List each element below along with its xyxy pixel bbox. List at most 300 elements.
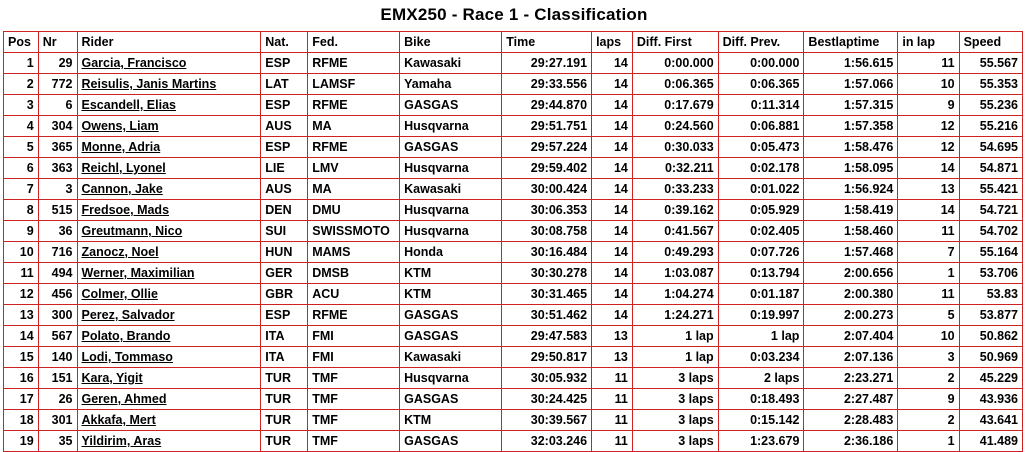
cell-nat: AUS bbox=[261, 116, 308, 137]
cell-speed: 53.706 bbox=[959, 263, 1022, 284]
cell-nat: LAT bbox=[261, 74, 308, 95]
cell-inlap: 2 bbox=[898, 410, 959, 431]
cell-fed: DMSB bbox=[308, 263, 400, 284]
rider-name-link[interactable]: Kara, Yigit bbox=[81, 371, 143, 385]
cell-nr: 304 bbox=[38, 116, 77, 137]
cell-nr: 29 bbox=[38, 53, 77, 74]
cell-dprev: 0:05.929 bbox=[718, 200, 804, 221]
rider-name-link[interactable]: Greutmann, Nico bbox=[81, 224, 183, 238]
cell-inlap: 1 bbox=[898, 431, 959, 452]
column-header-speed[interactable]: Speed bbox=[959, 32, 1022, 53]
cell-dfirst: 3 laps bbox=[632, 368, 718, 389]
cell-dprev: 0:07.726 bbox=[718, 242, 804, 263]
cell-fed: RFME bbox=[308, 53, 400, 74]
cell-speed: 43.641 bbox=[959, 410, 1022, 431]
cell-time: 30:30.278 bbox=[502, 263, 592, 284]
cell-dprev: 0:15.142 bbox=[718, 410, 804, 431]
cell-dfirst: 3 laps bbox=[632, 431, 718, 452]
rider-name-link[interactable]: Werner, Maximilian bbox=[81, 266, 195, 280]
cell-nr: 36 bbox=[38, 221, 77, 242]
cell-bike: GASGAS bbox=[400, 326, 502, 347]
cell-pos: 5 bbox=[4, 137, 39, 158]
cell-best: 2:23.271 bbox=[804, 368, 898, 389]
rider-name-link[interactable]: Reichl, Lyonel bbox=[81, 161, 166, 175]
cell-best: 1:58.419 bbox=[804, 200, 898, 221]
cell-fed: TMF bbox=[308, 368, 400, 389]
cell-bike: Husqvarna bbox=[400, 158, 502, 179]
cell-best: 2:28.483 bbox=[804, 410, 898, 431]
cell-inlap: 7 bbox=[898, 242, 959, 263]
cell-rider[interactable] bbox=[77, 53, 261, 74]
cell-nr: 494 bbox=[38, 263, 77, 284]
cell-laps: 14 bbox=[592, 200, 633, 221]
rider-name-link[interactable]: Lodi, Tommaso bbox=[81, 350, 173, 364]
cell-dfirst: 0:49.293 bbox=[632, 242, 718, 263]
cell-dprev: 0:11.314 bbox=[718, 95, 804, 116]
cell-pos: 14 bbox=[4, 326, 39, 347]
results-table bbox=[3, 31, 1023, 452]
cell-dprev: 1:23.679 bbox=[718, 431, 804, 452]
cell-dprev: 0:02.405 bbox=[718, 221, 804, 242]
cell-pos: 8 bbox=[4, 200, 39, 221]
cell-dfirst: 0:00.000 bbox=[632, 53, 718, 74]
cell-dprev: 0:02.178 bbox=[718, 158, 804, 179]
cell-dprev: 0:05.473 bbox=[718, 137, 804, 158]
table-header-row bbox=[4, 32, 1023, 53]
rider-name-link[interactable]: Monne, Adria bbox=[81, 140, 161, 154]
cell-inlap: 11 bbox=[898, 221, 959, 242]
cell-bike: Husqvarna bbox=[400, 200, 502, 221]
cell-dprev: 0:06.881 bbox=[718, 116, 804, 137]
cell-nat: GER bbox=[261, 263, 308, 284]
cell-nat: DEN bbox=[261, 200, 308, 221]
cell-nr: 301 bbox=[38, 410, 77, 431]
cell-pos: 3 bbox=[4, 95, 39, 116]
cell-nat: ESP bbox=[261, 137, 308, 158]
column-header-fed[interactable]: Fed. bbox=[308, 32, 400, 53]
cell-speed: 43.936 bbox=[959, 389, 1022, 410]
column-header-bike[interactable]: Bike bbox=[400, 32, 502, 53]
cell-speed: 55.216 bbox=[959, 116, 1022, 137]
cell-bike: GASGAS bbox=[400, 389, 502, 410]
column-header-rider[interactable]: Rider bbox=[77, 32, 261, 53]
cell-laps: 14 bbox=[592, 74, 633, 95]
table-row bbox=[4, 284, 1023, 305]
table-row bbox=[4, 431, 1023, 452]
cell-rider[interactable] bbox=[77, 263, 261, 284]
cell-time: 29:27.191 bbox=[502, 53, 592, 74]
cell-pos: 9 bbox=[4, 221, 39, 242]
cell-bike: Husqvarna bbox=[400, 368, 502, 389]
cell-best: 1:58.460 bbox=[804, 221, 898, 242]
rider-name-link[interactable]: Cannon, Jake bbox=[81, 182, 163, 196]
cell-best: 2:36.186 bbox=[804, 431, 898, 452]
cell-nr: 567 bbox=[38, 326, 77, 347]
cell-time: 29:57.224 bbox=[502, 137, 592, 158]
cell-pos: 19 bbox=[4, 431, 39, 452]
rider-name-link[interactable]: Geren, Ahmed bbox=[81, 392, 167, 406]
cell-laps: 14 bbox=[592, 221, 633, 242]
cell-rider[interactable] bbox=[77, 305, 261, 326]
cell-time: 30:08.758 bbox=[502, 221, 592, 242]
cell-best: 1:57.468 bbox=[804, 242, 898, 263]
cell-nat: ESP bbox=[261, 305, 308, 326]
table-row bbox=[4, 116, 1023, 137]
cell-pos: 15 bbox=[4, 347, 39, 368]
cell-nr: 140 bbox=[38, 347, 77, 368]
cell-rider[interactable] bbox=[77, 158, 261, 179]
cell-pos: 1 bbox=[4, 53, 39, 74]
cell-best: 1:57.358 bbox=[804, 116, 898, 137]
cell-rider[interactable] bbox=[77, 179, 261, 200]
cell-best: 2:00.273 bbox=[804, 305, 898, 326]
cell-bike: KTM bbox=[400, 410, 502, 431]
cell-inlap: 14 bbox=[898, 158, 959, 179]
cell-nat: ESP bbox=[261, 95, 308, 116]
cell-pos: 13 bbox=[4, 305, 39, 326]
cell-bike: KTM bbox=[400, 263, 502, 284]
cell-nr: 3 bbox=[38, 179, 77, 200]
cell-time: 30:39.567 bbox=[502, 410, 592, 431]
cell-inlap: 5 bbox=[898, 305, 959, 326]
cell-inlap: 11 bbox=[898, 53, 959, 74]
column-header-laps[interactable]: laps bbox=[592, 32, 633, 53]
cell-pos: 11 bbox=[4, 263, 39, 284]
rider-name-link[interactable]: Colmer, Ollie bbox=[81, 287, 158, 301]
cell-nat: TUR bbox=[261, 368, 308, 389]
table-row bbox=[4, 74, 1023, 95]
cell-dprev: 0:19.997 bbox=[718, 305, 804, 326]
cell-time: 29:44.870 bbox=[502, 95, 592, 116]
page-title: EMX250 - Race 1 - Classification bbox=[380, 5, 648, 24]
cell-rider[interactable] bbox=[77, 389, 261, 410]
cell-time: 30:51.462 bbox=[502, 305, 592, 326]
cell-time: 32:03.246 bbox=[502, 431, 592, 452]
cell-dprev: 0:01.022 bbox=[718, 179, 804, 200]
cell-laps: 14 bbox=[592, 137, 633, 158]
cell-fed: LAMSF bbox=[308, 74, 400, 95]
cell-rider[interactable] bbox=[77, 74, 261, 95]
cell-dprev: 0:13.794 bbox=[718, 263, 804, 284]
cell-pos: 18 bbox=[4, 410, 39, 431]
cell-pos: 7 bbox=[4, 179, 39, 200]
table-row bbox=[4, 242, 1023, 263]
cell-dfirst: 0:41.567 bbox=[632, 221, 718, 242]
cell-inlap: 12 bbox=[898, 137, 959, 158]
cell-bike: KTM bbox=[400, 284, 502, 305]
rider-name-link[interactable]: Polato, Brando bbox=[81, 329, 171, 343]
cell-laps: 14 bbox=[592, 305, 633, 326]
cell-dfirst: 0:32.211 bbox=[632, 158, 718, 179]
table-row bbox=[4, 347, 1023, 368]
cell-inlap: 9 bbox=[898, 95, 959, 116]
column-header-dfirst[interactable]: Diff. First bbox=[632, 32, 718, 53]
table-row bbox=[4, 326, 1023, 347]
cell-fed: MA bbox=[308, 116, 400, 137]
cell-dfirst: 1:24.271 bbox=[632, 305, 718, 326]
cell-fed: SWISSMOTO bbox=[308, 221, 400, 242]
cell-speed: 54.721 bbox=[959, 200, 1022, 221]
cell-laps: 14 bbox=[592, 53, 633, 74]
cell-speed: 41.489 bbox=[959, 431, 1022, 452]
cell-dprev: 1 lap bbox=[718, 326, 804, 347]
cell-pos: 17 bbox=[4, 389, 39, 410]
cell-pos: 10 bbox=[4, 242, 39, 263]
cell-rider[interactable] bbox=[77, 410, 261, 431]
cell-nat: AUS bbox=[261, 179, 308, 200]
cell-bike: GASGAS bbox=[400, 431, 502, 452]
cell-nr: 363 bbox=[38, 158, 77, 179]
cell-rider[interactable] bbox=[77, 137, 261, 158]
cell-laps: 11 bbox=[592, 410, 633, 431]
cell-speed: 45.229 bbox=[959, 368, 1022, 389]
cell-laps: 11 bbox=[592, 389, 633, 410]
cell-inlap: 10 bbox=[898, 326, 959, 347]
cell-pos: 16 bbox=[4, 368, 39, 389]
cell-speed: 55.164 bbox=[959, 242, 1022, 263]
cell-best: 1:58.095 bbox=[804, 158, 898, 179]
cell-nat: ITA bbox=[261, 347, 308, 368]
cell-best: 2:27.487 bbox=[804, 389, 898, 410]
cell-dfirst: 3 laps bbox=[632, 410, 718, 431]
table-row bbox=[4, 95, 1023, 116]
cell-time: 29:51.751 bbox=[502, 116, 592, 137]
table-row bbox=[4, 221, 1023, 242]
cell-dfirst: 0:30.033 bbox=[632, 137, 718, 158]
cell-inlap: 3 bbox=[898, 347, 959, 368]
cell-speed: 55.236 bbox=[959, 95, 1022, 116]
cell-speed: 55.567 bbox=[959, 53, 1022, 74]
table-row bbox=[4, 179, 1023, 200]
cell-nat: LIE bbox=[261, 158, 308, 179]
cell-laps: 14 bbox=[592, 284, 633, 305]
column-header-nat[interactable]: Nat. bbox=[261, 32, 308, 53]
cell-bike: Kawasaki bbox=[400, 179, 502, 200]
cell-dfirst: 0:24.560 bbox=[632, 116, 718, 137]
cell-fed: RFME bbox=[308, 137, 400, 158]
column-header-time[interactable]: Time bbox=[502, 32, 592, 53]
table-row bbox=[4, 368, 1023, 389]
cell-speed: 54.695 bbox=[959, 137, 1022, 158]
cell-nr: 35 bbox=[38, 431, 77, 452]
table-row bbox=[4, 389, 1023, 410]
cell-bike: Kawasaki bbox=[400, 347, 502, 368]
cell-fed: TMF bbox=[308, 389, 400, 410]
cell-time: 29:59.402 bbox=[502, 158, 592, 179]
cell-time: 30:00.424 bbox=[502, 179, 592, 200]
cell-dprev: 0:00.000 bbox=[718, 53, 804, 74]
table-row bbox=[4, 263, 1023, 284]
cell-speed: 54.702 bbox=[959, 221, 1022, 242]
cell-rider[interactable] bbox=[77, 200, 261, 221]
cell-fed: MA bbox=[308, 179, 400, 200]
table-row bbox=[4, 53, 1023, 74]
cell-dfirst: 1:04.274 bbox=[632, 284, 718, 305]
cell-rider[interactable] bbox=[77, 368, 261, 389]
cell-fed: LMV bbox=[308, 158, 400, 179]
cell-inlap: 2 bbox=[898, 368, 959, 389]
cell-best: 1:56.615 bbox=[804, 53, 898, 74]
cell-inlap: 9 bbox=[898, 389, 959, 410]
cell-bike: Kawasaki bbox=[400, 53, 502, 74]
cell-rider[interactable] bbox=[77, 116, 261, 137]
cell-nr: 300 bbox=[38, 305, 77, 326]
cell-rider[interactable] bbox=[77, 326, 261, 347]
cell-fed: RFME bbox=[308, 305, 400, 326]
cell-nr: 772 bbox=[38, 74, 77, 95]
cell-time: 30:24.425 bbox=[502, 389, 592, 410]
cell-time: 29:50.817 bbox=[502, 347, 592, 368]
rider-name-link[interactable]: Escandell, Elias bbox=[81, 98, 176, 112]
cell-fed: FMI bbox=[308, 347, 400, 368]
cell-best: 1:57.066 bbox=[804, 74, 898, 95]
table-row bbox=[4, 410, 1023, 431]
cell-dprev: 0:01.187 bbox=[718, 284, 804, 305]
cell-laps: 13 bbox=[592, 347, 633, 368]
cell-bike: Husqvarna bbox=[400, 221, 502, 242]
cell-laps: 14 bbox=[592, 242, 633, 263]
cell-inlap: 14 bbox=[898, 200, 959, 221]
cell-fed: RFME bbox=[308, 95, 400, 116]
cell-nr: 26 bbox=[38, 389, 77, 410]
cell-nat: SUI bbox=[261, 221, 308, 242]
cell-speed: 50.862 bbox=[959, 326, 1022, 347]
cell-nr: 365 bbox=[38, 137, 77, 158]
rider-name-link[interactable]: Zanocz, Noel bbox=[81, 245, 159, 259]
cell-inlap: 11 bbox=[898, 284, 959, 305]
cell-nat: ITA bbox=[261, 326, 308, 347]
cell-laps: 11 bbox=[592, 368, 633, 389]
cell-laps: 13 bbox=[592, 326, 633, 347]
cell-nat: TUR bbox=[261, 389, 308, 410]
cell-dprev: 0:06.365 bbox=[718, 74, 804, 95]
cell-speed: 55.353 bbox=[959, 74, 1022, 95]
cell-dprev: 0:03.234 bbox=[718, 347, 804, 368]
cell-laps: 14 bbox=[592, 95, 633, 116]
cell-speed: 53.83 bbox=[959, 284, 1022, 305]
cell-time: 30:06.353 bbox=[502, 200, 592, 221]
cell-pos: 2 bbox=[4, 74, 39, 95]
cell-fed: FMI bbox=[308, 326, 400, 347]
cell-dfirst: 0:06.365 bbox=[632, 74, 718, 95]
cell-dprev: 0:18.493 bbox=[718, 389, 804, 410]
cell-nat: HUN bbox=[261, 242, 308, 263]
cell-fed: ACU bbox=[308, 284, 400, 305]
cell-bike: Yamaha bbox=[400, 74, 502, 95]
cell-rider[interactable] bbox=[77, 221, 261, 242]
cell-speed: 54.871 bbox=[959, 158, 1022, 179]
cell-dfirst: 1 lap bbox=[632, 326, 718, 347]
cell-inlap: 12 bbox=[898, 116, 959, 137]
cell-time: 30:05.932 bbox=[502, 368, 592, 389]
table-row bbox=[4, 158, 1023, 179]
table-row bbox=[4, 137, 1023, 158]
cell-bike: GASGAS bbox=[400, 305, 502, 326]
cell-bike: GASGAS bbox=[400, 137, 502, 158]
cell-bike: Husqvarna bbox=[400, 116, 502, 137]
cell-laps: 14 bbox=[592, 179, 633, 200]
cell-nat: GBR bbox=[261, 284, 308, 305]
table-row bbox=[4, 200, 1023, 221]
cell-best: 2:00.656 bbox=[804, 263, 898, 284]
cell-best: 1:58.476 bbox=[804, 137, 898, 158]
column-header-nr[interactable]: Nr bbox=[38, 32, 77, 53]
cell-laps: 14 bbox=[592, 116, 633, 137]
cell-inlap: 13 bbox=[898, 179, 959, 200]
cell-nr: 515 bbox=[38, 200, 77, 221]
cell-bike: Honda bbox=[400, 242, 502, 263]
cell-time: 30:16.484 bbox=[502, 242, 592, 263]
cell-rider[interactable] bbox=[77, 284, 261, 305]
cell-inlap: 1 bbox=[898, 263, 959, 284]
cell-time: 29:33.556 bbox=[502, 74, 592, 95]
rider-name-link[interactable]: Garcia, Francisco bbox=[81, 56, 187, 70]
rider-name-link[interactable]: Reisulis, Janis Martins bbox=[81, 77, 217, 91]
cell-time: 30:31.465 bbox=[502, 284, 592, 305]
cell-nr: 151 bbox=[38, 368, 77, 389]
cell-time: 29:47.583 bbox=[502, 326, 592, 347]
cell-dfirst: 0:33.233 bbox=[632, 179, 718, 200]
cell-fed: TMF bbox=[308, 410, 400, 431]
cell-dfirst: 0:39.162 bbox=[632, 200, 718, 221]
cell-nr: 456 bbox=[38, 284, 77, 305]
cell-fed: TMF bbox=[308, 431, 400, 452]
cell-laps: 11 bbox=[592, 431, 633, 452]
cell-nat: ESP bbox=[261, 53, 308, 74]
cell-best: 1:56.924 bbox=[804, 179, 898, 200]
cell-nat: TUR bbox=[261, 431, 308, 452]
cell-rider[interactable] bbox=[77, 95, 261, 116]
table-row bbox=[4, 305, 1023, 326]
column-header-inlap[interactable]: in lap bbox=[898, 32, 959, 53]
cell-bike: GASGAS bbox=[400, 95, 502, 116]
rider-name-link[interactable]: Yildirim, Aras bbox=[81, 434, 162, 448]
cell-dfirst: 0:17.679 bbox=[632, 95, 718, 116]
cell-speed: 50.969 bbox=[959, 347, 1022, 368]
cell-pos: 6 bbox=[4, 158, 39, 179]
cell-speed: 55.421 bbox=[959, 179, 1022, 200]
cell-rider[interactable] bbox=[77, 242, 261, 263]
cell-fed: DMU bbox=[308, 200, 400, 221]
rider-name-link[interactable]: Owens, Liam bbox=[81, 119, 159, 133]
cell-laps: 14 bbox=[592, 263, 633, 284]
rider-name-link[interactable]: Fredsoe, Mads bbox=[81, 203, 170, 217]
cell-laps: 14 bbox=[592, 158, 633, 179]
cell-dfirst: 3 laps bbox=[632, 389, 718, 410]
cell-best: 2:00.380 bbox=[804, 284, 898, 305]
cell-nat: TUR bbox=[261, 410, 308, 431]
cell-best: 2:07.404 bbox=[804, 326, 898, 347]
cell-dfirst: 1 lap bbox=[632, 347, 718, 368]
rider-name-link[interactable]: Akkafa, Mert bbox=[81, 413, 156, 427]
cell-best: 1:57.315 bbox=[804, 95, 898, 116]
cell-rider[interactable] bbox=[77, 431, 261, 452]
column-header-best[interactable]: Bestlaptime bbox=[804, 32, 898, 53]
cell-nr: 6 bbox=[38, 95, 77, 116]
cell-dprev: 2 laps bbox=[718, 368, 804, 389]
cell-dfirst: 1:03.087 bbox=[632, 263, 718, 284]
cell-speed: 53.877 bbox=[959, 305, 1022, 326]
cell-best: 2:07.136 bbox=[804, 347, 898, 368]
cell-inlap: 10 bbox=[898, 74, 959, 95]
cell-rider[interactable] bbox=[77, 347, 261, 368]
column-header-pos[interactable]: Pos bbox=[4, 32, 39, 53]
rider-name-link[interactable]: Perez, Salvador bbox=[81, 308, 175, 322]
cell-pos: 12 bbox=[4, 284, 39, 305]
cell-nr: 716 bbox=[38, 242, 77, 263]
cell-fed: MAMS bbox=[308, 242, 400, 263]
column-header-dprev[interactable]: Diff. Prev. bbox=[718, 32, 804, 53]
